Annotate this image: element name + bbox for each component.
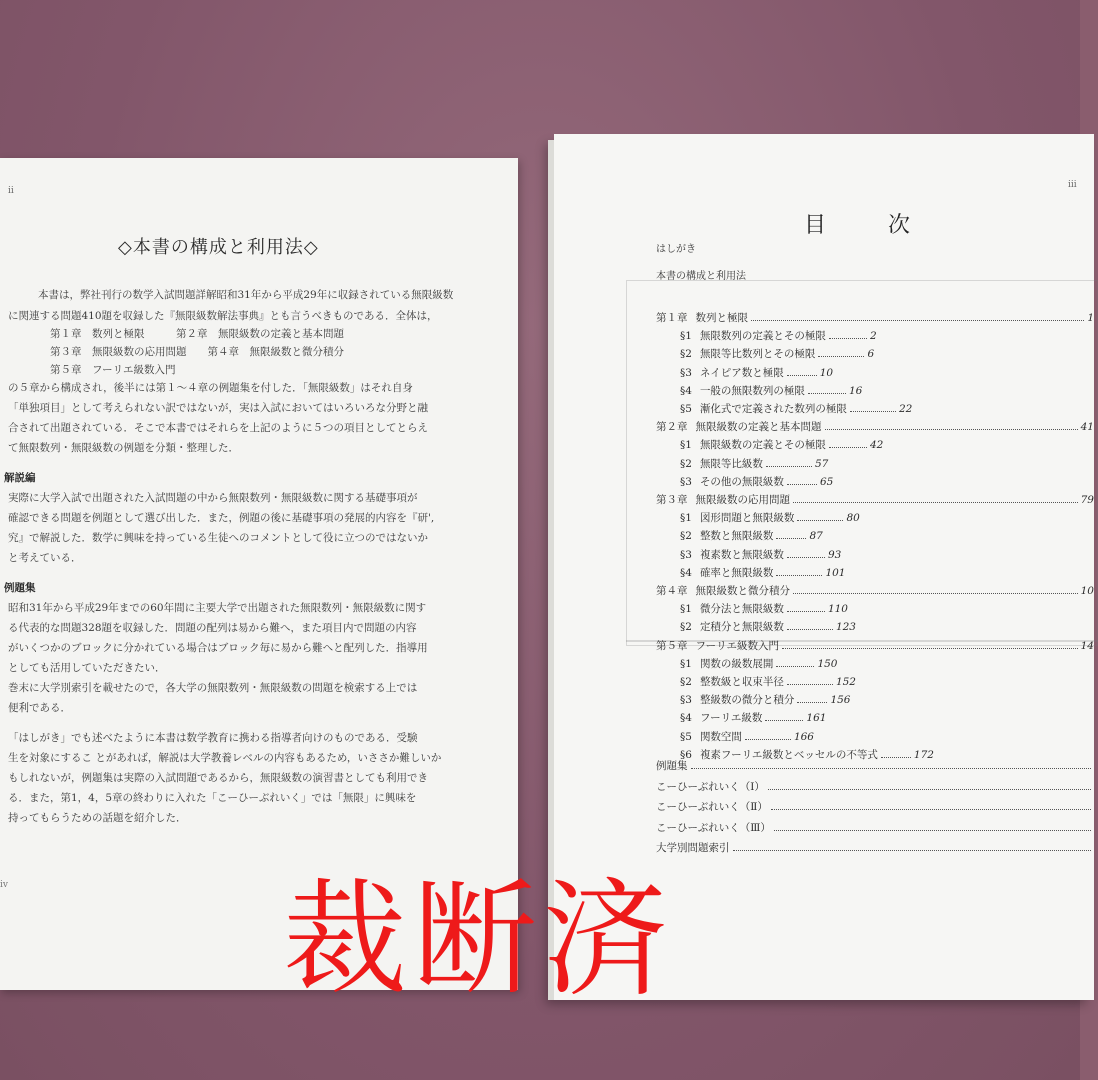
toc-extra-row xyxy=(656,820,1094,835)
toc-label: 無限数列の定義とその極限 xyxy=(699,330,826,343)
toc-leader-dots xyxy=(782,648,1078,649)
toc-section-row xyxy=(680,437,1094,452)
toc-leader-dots xyxy=(776,538,806,539)
left-page-bottom-mark: iv xyxy=(0,880,8,890)
toc-extra-label: こーひーぶれいく（Ⅱ） xyxy=(656,801,768,813)
toc-label: 漸化式で定義された数列の極限 xyxy=(699,403,847,415)
left-page-title: ◇本書の構成と利用法◇ xyxy=(118,237,319,258)
section-line: る代表的な問題328題を収録した．問題の配列は易から難へ，また項目内で問題の内容 xyxy=(8,622,417,634)
toc-number: §2 xyxy=(680,676,692,688)
toc-leader-dots xyxy=(766,466,812,467)
toc-leader-dots xyxy=(787,375,817,376)
intro-line: 第１章 数列と極限 第２章 無限級数の定義と基本問題 xyxy=(50,328,344,340)
toc-intro-item: 本書の構成と利用法 xyxy=(656,271,746,282)
toc-leader-dots xyxy=(793,502,1078,503)
toc-chapter-row xyxy=(656,310,1094,325)
section-line: 持ってもらうための話題を紹介した． xyxy=(8,812,187,824)
toc-page-number: 93 xyxy=(827,548,842,561)
toc-page-number: 41 xyxy=(1080,421,1094,434)
toc-number: 第３章 xyxy=(656,494,688,506)
section-line: る．また，第1，4，5章の終わりに入れた「こーひーぶれいく」では「無限」に興味を xyxy=(8,792,417,804)
toc-number: 第５章 xyxy=(656,639,688,652)
intro-line: 第５章 フーリエ級数入門 xyxy=(50,364,176,376)
section-line: と考えている． xyxy=(8,552,82,564)
toc-leader-dots xyxy=(829,447,867,448)
toc-label: 微分法と無限級数 xyxy=(699,603,784,616)
toc-section-row xyxy=(680,365,1094,380)
toc-label: 関数空間 xyxy=(699,730,742,743)
toc-label: 図形問題と無限級数 xyxy=(699,512,795,525)
toc-label: 複素数と無限級数 xyxy=(699,548,784,561)
toc-extra-row xyxy=(656,758,1094,773)
section-line: 「はしがき」でも述べたように本書は数学教育に携わる指導者向けのものである．受験 xyxy=(8,732,418,744)
toc-leader-dots xyxy=(787,611,825,612)
toc-leader-dots xyxy=(850,411,896,412)
cut-stamp-overlay: 裁断済 xyxy=(283,868,674,1012)
toc-leader-dots xyxy=(787,684,833,685)
toc-number: §2 xyxy=(680,457,692,470)
toc-number: §1 xyxy=(680,512,692,525)
toc-leader-dots xyxy=(691,768,1092,769)
toc-label: 無限等比級数 xyxy=(699,457,763,470)
toc-label: 確率と無限級数 xyxy=(699,566,774,579)
toc-label: 整数級と収束半径 xyxy=(699,676,784,688)
section-line: としても活用していただきたい． xyxy=(8,662,166,674)
toc-page-number: 150 xyxy=(817,657,838,670)
toc-leader-dots xyxy=(787,557,825,558)
toc-label: 定積分と無限級数 xyxy=(699,621,784,634)
toc-leader-dots xyxy=(797,702,827,703)
toc-label: 無限級数と微分積分 xyxy=(695,585,790,597)
toc-number: §2 xyxy=(680,621,692,634)
toc-page-number: 123 xyxy=(835,621,856,634)
section-line: 確認できる問題を例題として選び出した．また，例題の後に基礎事項の発展的内容を『研', xyxy=(8,512,435,524)
toc-page-number: 156 xyxy=(830,694,851,707)
toc-number: §5 xyxy=(680,730,692,743)
toc-leader-dots xyxy=(765,720,803,721)
toc-leader-dots xyxy=(829,338,867,339)
toc-number: §4 xyxy=(680,384,692,397)
toc-section-row xyxy=(680,456,1094,471)
toc-section-row xyxy=(680,692,1094,707)
toc-section-row xyxy=(680,528,1094,543)
toc-chapter-row xyxy=(656,638,1094,653)
toc-page-number: 166 xyxy=(793,730,814,743)
toc-extra-label: 大学別問題索引 xyxy=(656,842,730,854)
toc-number: §2 xyxy=(680,348,692,361)
toc-extra-label: 例題集 xyxy=(656,760,688,772)
toc-label: 一般の無限数列の極限 xyxy=(699,384,805,397)
toc-leader-dots xyxy=(825,429,1078,430)
left-page-number: ii xyxy=(8,186,14,196)
toc-number: §1 xyxy=(680,439,692,452)
toc-leader-dots xyxy=(787,629,833,630)
toc-extra-label: こーひーぶれいく（Ⅰ） xyxy=(656,780,765,793)
toc-page-number: 14 xyxy=(1080,639,1094,652)
toc-page-number: 22 xyxy=(898,403,913,415)
intro-line: 合されて出題されている．そこで本書ではそれらを上記のように５つの項目としてとらえ xyxy=(8,422,428,434)
toc-number: 第１章 xyxy=(656,312,688,324)
toc-label: フーリエ級数 xyxy=(699,712,763,725)
toc-leader-dots xyxy=(787,484,817,485)
toc-leader-dots xyxy=(774,830,1091,831)
toc-chapter-row xyxy=(656,419,1094,434)
section-line: 生を対象にするこ とがあれば，解説は大学教養レベルの内容もあるため，いささか難しいか xyxy=(8,752,442,764)
toc-section-row xyxy=(680,547,1094,562)
toc-section-row xyxy=(680,601,1094,616)
toc-section-row xyxy=(680,710,1094,725)
toc-leader-dots xyxy=(776,575,822,576)
section-line: 昭和31年から平成29年までの60年間に主要大学で出題された無限数列・無限級数に関す xyxy=(8,602,427,614)
toc-leader-dots xyxy=(745,739,791,740)
toc-label: 複素フーリエ級数とベッセルの不等式 xyxy=(699,748,878,761)
toc-label: その他の無限級数 xyxy=(699,475,784,488)
toc-label: ネイピア数と極限 xyxy=(699,366,784,379)
toc-page-number: 172 xyxy=(913,748,934,761)
toc-number: §5 xyxy=(680,403,692,415)
toc-number: 第２章 xyxy=(656,421,688,434)
toc-page-number: 6 xyxy=(867,348,875,361)
toc-number: §3 xyxy=(680,548,692,561)
toc-label: 無限級数の定義と基本問題 xyxy=(695,421,822,434)
intro-line: 本書は，弊社刊行の数学入試問題詳解昭和31年から平成29年に収録されている無限級数 xyxy=(38,289,454,301)
toc-number: §6 xyxy=(680,748,692,761)
toc-label: 数列と極限 xyxy=(695,312,748,324)
toc-page-number: 80 xyxy=(846,512,860,525)
toc-number: §4 xyxy=(680,712,692,725)
toc-page-number: 2 xyxy=(869,330,877,343)
toc-page-number: 57 xyxy=(814,457,829,470)
toc-label: 整級数の微分と積分 xyxy=(699,694,795,707)
toc-chapter-row xyxy=(656,583,1094,598)
toc-leader-dots xyxy=(733,850,1092,851)
toc-leader-dots xyxy=(793,593,1078,594)
toc-leader-dots xyxy=(768,789,1091,790)
toc-page-number: 10 xyxy=(819,366,834,379)
section-line: 究』で解説した．数学に興味を持っている生徒へのコメントとして役に立つのではないか xyxy=(8,532,428,544)
toc-number: §3 xyxy=(680,694,692,707)
toc-leader-dots xyxy=(808,393,846,394)
section-line: 便利である． xyxy=(8,702,71,714)
toc-label: 関数の級数展開 xyxy=(699,657,774,670)
toc-page-number: 1 xyxy=(1087,312,1094,324)
intro-line: 「単独項目」として考えられない訳ではないが，実は入試においてはいろいろな分野と融 xyxy=(8,402,428,414)
section-line: 巻末に大学別索引を載せたので，各大学の無限数列・無限級数の問題を検索する上では xyxy=(8,682,418,694)
toc-section-row xyxy=(680,656,1094,671)
toc-leader-dots xyxy=(776,666,814,667)
toc-page-number: 110 xyxy=(827,603,848,616)
toc-page-number: 16 xyxy=(848,384,863,397)
toc-page-number: 161 xyxy=(806,712,827,725)
toc-page-number: 79 xyxy=(1080,494,1094,506)
section-heading: 解説編 xyxy=(4,472,36,484)
right-page-number: iii xyxy=(1068,180,1077,190)
toc-label: 無限級数の応用問題 xyxy=(695,494,790,506)
intro-line: 第３章 無限級数の応用問題 第４章 無限級数と微分積分 xyxy=(50,346,344,358)
toc-leader-dots xyxy=(797,520,843,521)
toc-number: §2 xyxy=(680,530,692,543)
section-line: もしれないが，例題集は実際の入試問題であるから，無限級数の演習書としても利用でき xyxy=(8,772,428,784)
toc-section-row xyxy=(680,510,1094,525)
toc-leader-dots xyxy=(751,320,1084,321)
toc-page-number: 65 xyxy=(819,475,834,488)
intro-line: に関連する問題410題を収録した『無限級数解法事典』とも言うべきものである．全体は， xyxy=(8,310,438,322)
toc-section-row xyxy=(680,383,1094,398)
toc-intro-item: はしがき xyxy=(656,244,696,255)
toc-label: 無限級数の定義とその極限 xyxy=(699,439,826,452)
toc-extra-row xyxy=(656,799,1094,814)
toc-section-row xyxy=(680,565,1094,580)
toc-section-row xyxy=(680,729,1094,744)
toc-number: 第４章 xyxy=(656,585,688,597)
toc-label: 無限等比数列とその極限 xyxy=(699,348,816,361)
section-line: 実際に大学入試で出題された入試問題の中から無限数列・無限級数に関する基礎事項が xyxy=(8,492,418,504)
toc-number: §1 xyxy=(680,603,692,616)
toc-page-number: 42 xyxy=(869,439,884,452)
toc-page-number: 152 xyxy=(835,676,856,688)
toc-number: §1 xyxy=(680,330,692,343)
section-heading: 例題集 xyxy=(4,582,36,594)
left-page xyxy=(0,158,518,990)
intro-line: て無限数列・無限級数の例題を分類・整理した． xyxy=(8,442,239,454)
toc-title: 目次 xyxy=(804,213,973,238)
toc-page-number: 101 xyxy=(825,566,846,579)
intro-line: の５章から構成され，後半には第１～４章の例題集を付した．「無限級数」はそれ自身 xyxy=(8,382,413,394)
toc-page-number: 87 xyxy=(809,530,823,543)
toc-number: §1 xyxy=(680,657,692,670)
toc-section-row xyxy=(680,474,1094,489)
toc-section-row xyxy=(680,346,1094,361)
toc-section-row xyxy=(680,401,1094,416)
toc-number: §3 xyxy=(680,366,692,379)
toc-label: フーリエ級数入門 xyxy=(695,639,779,652)
toc-page-number: 10 xyxy=(1080,585,1094,597)
toc-section-row xyxy=(680,674,1094,689)
toc-number: §3 xyxy=(680,475,692,488)
toc-number: §4 xyxy=(680,566,692,579)
toc-section-row xyxy=(680,619,1094,634)
toc-extra-row xyxy=(656,840,1094,855)
toc-leader-dots xyxy=(818,356,864,357)
section-line: がいくつかのブロックに分かれている場合はブロック毎に易から難へと配列した．指導用 xyxy=(8,642,428,654)
toc-chapter-row xyxy=(656,492,1094,507)
toc-leader-dots xyxy=(771,809,1091,810)
toc-section-row xyxy=(680,328,1094,343)
toc-extra-row xyxy=(656,779,1094,794)
toc-label: 整数と無限級数 xyxy=(699,530,774,543)
toc-extra-label: こーひーぶれいく（Ⅲ） xyxy=(656,821,771,834)
